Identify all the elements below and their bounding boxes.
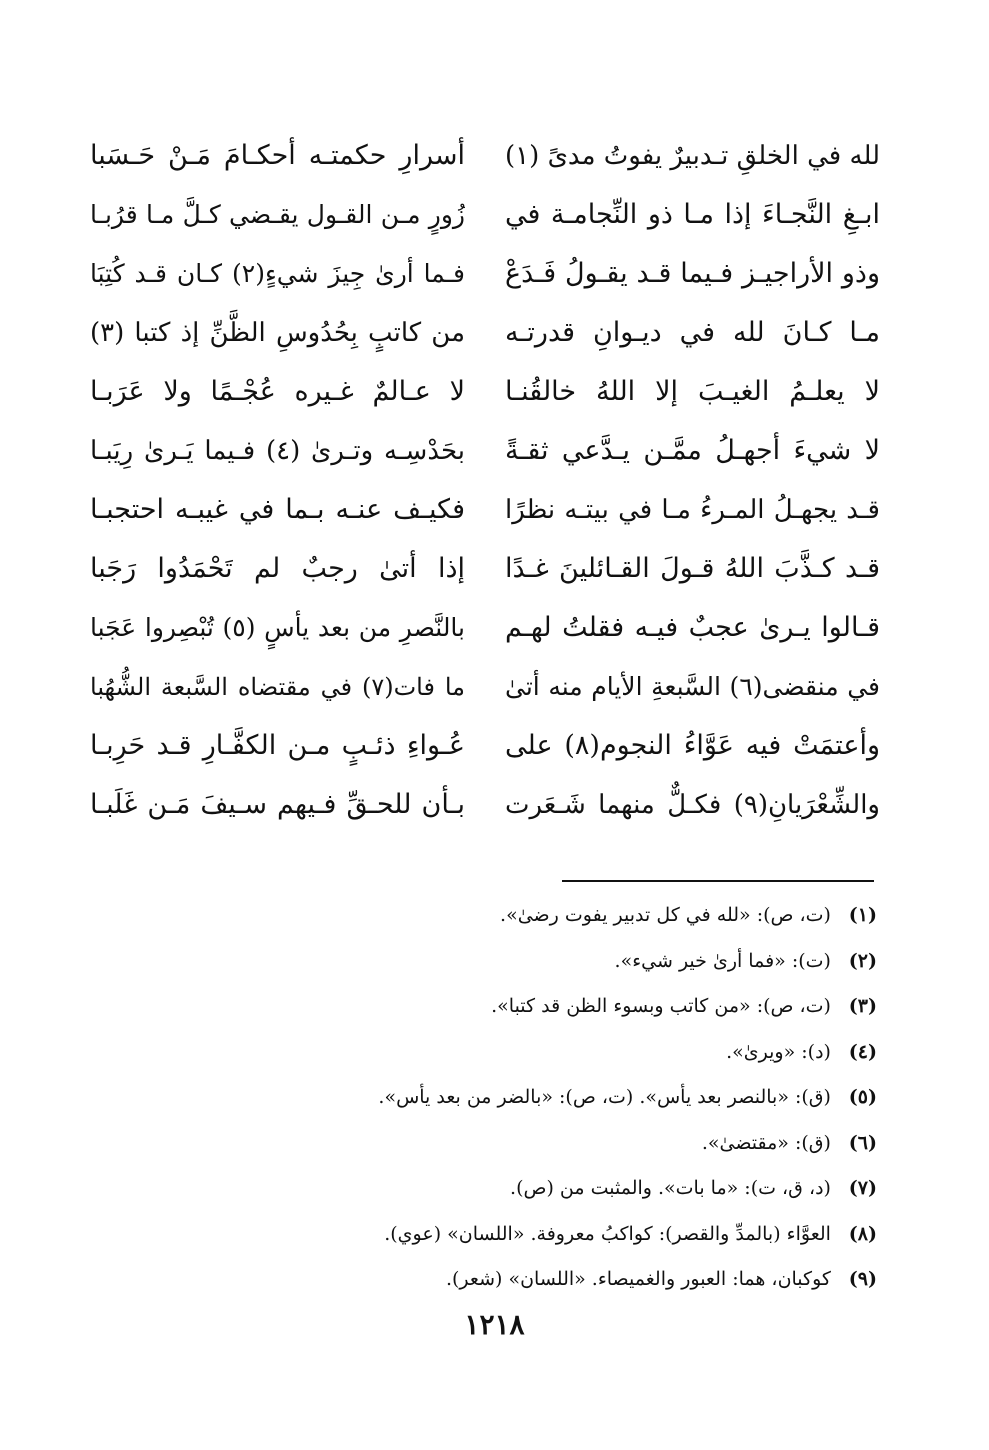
footnote-number: (٢) (848, 949, 877, 972)
verse-line-12 (90, 776, 880, 834)
verse-first-hemistich: وأعتمَتْ فيه عَوَّاءُ النجوم(٨) على (505, 730, 880, 761)
footnote-number: (٦) (848, 1131, 877, 1154)
verse-first-hemistich: لله في الخلقِ تـدبيرٌ يفوتُ مدىً (١) (505, 141, 880, 171)
footnote-number: (٤) (848, 1040, 877, 1063)
verse-line-11 (90, 717, 880, 775)
footnote-number: (٥) (848, 1086, 877, 1108)
footnote-text: (ت، ص): «من كاتب وبسوء الظن قد كتبا». (491, 995, 831, 1017)
page-number: ١٢١٨ (464, 1308, 525, 1341)
verse-first-hemistich: في منقضى(٦) السَّبعةِ الأيام منه أتىٰ (505, 672, 880, 701)
verse-first-hemistich: والشِّعْرَيانِ(٩) فكـلٌّ منهما شَـعَرت (505, 790, 880, 820)
footnote-8 (257, 1212, 877, 1258)
verse-line-7 (90, 481, 880, 539)
footnote-text: (ت): «فما أرىٰ خير شيء». (614, 949, 831, 972)
verse-line-10 (90, 658, 880, 716)
verse-second-hemistich: زُورٍ مـن القـول يقـضي كـلَّ مـا قرُبـا (90, 200, 465, 229)
verse-line-3 (90, 245, 880, 303)
footnote-text: (ت، ص): «لله في كل تدبير يفوت رضىٰ». (500, 904, 831, 926)
verse-first-hemistich: وذو الأراجيـز فـيما قـد يقـولُ فَـدَعْ (505, 258, 880, 289)
verse-first-hemistich: مـا كـانَ لله في ديـوانِ قدرتـه (505, 317, 880, 348)
verse-first-hemistich: قـد كـذَّبَ اللهُ قـولَ القـائلينَ غـدًا (505, 553, 880, 584)
verse-second-hemistich: بحَدْسِـه وتـرىٰ (٤) فـيما يَـرىٰ رِيَبـا (90, 436, 465, 466)
footnote-text: (ق): «مقتضىٰ». (701, 1131, 831, 1154)
footnote-text: (ق): «بالنصر بعد يأس». (ت، ص): «بالضر من بعد يأس». (378, 1086, 831, 1108)
verse-second-hemistich: فـما أرىٰ جِيزَ شيءٍ(٢) كـان قـد كُتِبَا (90, 259, 465, 288)
verse-line-9 (90, 599, 880, 657)
footnote-9 (257, 1257, 877, 1303)
footnote-text: كوكبان، هما: العبور والغميصاء. «اللسان» (شعر). (445, 1268, 831, 1290)
footnote-number: (٩) (848, 1268, 877, 1290)
verse-line-2 (90, 186, 880, 244)
verse-second-hemistich: فكيـف عنـه بـما في غيبـه احتجبـا (90, 494, 465, 525)
verse-second-hemistich: ما فات(٧) في مقتضاه السَّبعة الشُّهُبا (90, 673, 465, 701)
footnote-number: (٧) (848, 1177, 877, 1199)
footnote-2 (257, 939, 877, 985)
footnote-4 (257, 1030, 877, 1076)
verse-first-hemistich: لا شيءَ أجهـلُ ممَّـن يـدَّعي ثقـةً (505, 435, 880, 466)
footnote-separator (562, 880, 874, 882)
verse-second-hemistich: أسرارِ حكمتـه أحكـامَ مَـنْ حَـسَبا (90, 140, 465, 171)
verse-line-8 (90, 540, 880, 598)
footnote-number: (١) (848, 904, 877, 926)
footnote-number: (٨) (848, 1222, 877, 1245)
verse-first-hemistich: لا يعلـمُ الغيـبَ إلا اللهُ خالقُنـا (505, 376, 880, 407)
verse-second-hemistich: من كاتبٍ بِحُدُوسِ الظَّنِّ إذ كتبا (٣) (90, 318, 465, 348)
footnote-text: العوَّاء (بالمدِّ والقصر): كواكبُ معروفة. «اللسان» (عوي). (384, 1222, 831, 1245)
footnote-number: (٣) (848, 995, 877, 1017)
verse-second-hemistich: بـأن للحـقِّ فـيهم سـيفَ مَـن غَلَبـا (90, 789, 465, 820)
verse-first-hemistich: ابـغِ النَّجـاءَ إذا مـا ذو النِّجامـة في (505, 199, 880, 230)
footnote-3 (257, 984, 877, 1030)
footnote-text: (د): «ويرىٰ». (726, 1040, 831, 1063)
footnote-5 (257, 1075, 877, 1121)
verse-first-hemistich: قـالوا يـرىٰ عجبٌ فيـه فقلتُ لهـم (505, 612, 880, 643)
verse-second-hemistich: لا عـالمٌ غـيره عُجْـمًا ولا عَرَبـا (90, 376, 465, 407)
verse-second-hemistich: بالنَّصرِ من بعد يأسٍ (٥) تُبْصِروا عَجَبا (90, 613, 465, 642)
verse-line-1 (90, 127, 880, 185)
verse-line-5 (90, 363, 880, 421)
verse-first-hemistich: قـد يجهـلُ المـرءُ مـا في بيتـه نظرًا (505, 495, 880, 525)
footnotes-list (257, 893, 877, 1303)
footnote-6 (257, 1121, 877, 1167)
footnote-7 (257, 1166, 877, 1212)
verse-line-4 (90, 304, 880, 362)
footnote-text: (د، ق، ت): «ما بات». والمثبت من (ص). (510, 1177, 831, 1199)
verse-second-hemistich: إذا أتىٰ رجبٌ لم تَحْمَدُوا رَجَبا (90, 553, 465, 584)
footnote-1 (257, 893, 877, 939)
verse-second-hemistich: عُـواءِ ذئـبٍ مـن الكفَّـارِ قـد حَرِبـا (90, 730, 465, 761)
verse-line-6 (90, 422, 880, 480)
